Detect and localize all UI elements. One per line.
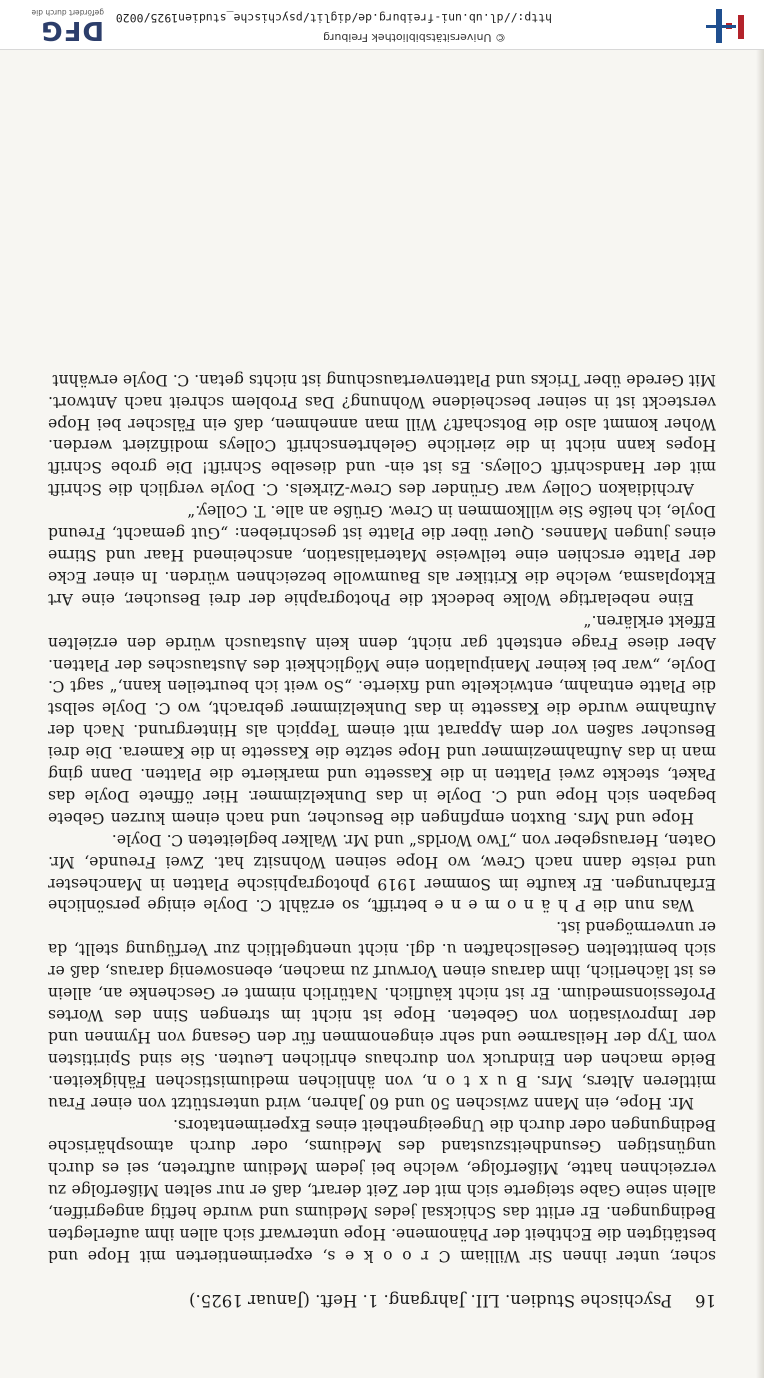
footer-band: [0, 0, 764, 50]
paragraph: scher, unter ihnen Sir William C r o o k e s, experimentierten mit Hope und bestätigten die Echtheit der Phänomene. Hope unterwarf sich allen ihm auferlegten Bedingungen. Er erlitt das Schicksal jedes Mediums und wurde heftig angegriffen, allein seine Gabe steigerte sich mit der Zeit derart, daß er nur selten Mißerfolge zu verzeichnen hatte, Mißerfolge, welche bei jedem Medium auftreten, sei es durch ungünstigen Gesundheitszustand des Mediums, oder durch atmosphärische Bedingungen oder durch die Ungeeignetheit eines Experimentators.: [48, 1115, 716, 1265]
paragraph: Archidiakon Colley war Gründer des Crew-Zirkels. C. Doyle verglich die Schrift mit der Handschrift Colleys. Es ist ein- und dieselbe Schrift! Die grobe Schrift Hopes kann nicht in die zierliche Gelehrtenschrift Colleys modifiziert werden. Woher kommt also die Botschaft? Will man annehmen, daß ein Fälscher bei Hope versteckt ist in seiner bescheidene Wohnung? Das Problem schreit nach Antwort. Mit Gerede über Tricks und Plattenvertauschung ist nichts getan. C. Doyle erwähnt: [48, 370, 716, 499]
page-number: 16: [695, 1291, 716, 1310]
source-url[interactable]: http://dl.ub.uni-freiburg.de/diglit/psychische_studien1925/0020: [115, 11, 552, 25]
paragraph: Hope und Mrs. Buxton empfingen die Besucher, und nach einem kurzen Gebete begaben sich Hope und C. Doyle in das Dunkelzimmer. Hier öffnete Doyle das Paket, steckte zwei Platten in die Kassette und markierte die Platten. Dann ging man in das Aufnahmezimmer und Hope setzte die Kassette in die Kamera. Die drei Besucher saßen vor dem Apparat mit einem Teppich als Hintergrund. Nach der Aufnahme wurde die Kassette in das Dunkelzimmer gebracht, wo C. Doyle selbst die Platte entnahm, entwickelte und fixierte. „So weit ich beurteilen kann,“ sagt C. Doyle, „war bei keiner Manipulation eine Möglichkeit des Austausches der Platten. Aber diese Frage entsteht gar nicht, denn kein Austausch würde den erzielten Effekt erklären.“: [48, 611, 716, 827]
dfg-letters: DFG: [40, 15, 104, 45]
dfg-logo: [4, 3, 104, 43]
page-gutter-shadow: [756, 50, 764, 1378]
paragraph: Eine nebelartige Wolke bedeckt die Photographie der drei Besucher, eine Art Ektoplasma, welche die Kritiker als Baumwolle bezeichnen würden. In einer Ecke der Platte erschien eine teilweise Materialisation, anscheinend Haar und Stirne eines jungen Mannes. Quer über die Platte ist geschrieben: „Gut gemacht, Freund Doyle, ich heiße Sie willkommen in Crew. Grüße an alle. T. Colley.“: [48, 502, 716, 608]
body-text: [48, 368, 716, 1266]
paragraph: Was nun die P h ä n o m e n e betrifft, so erzählt C. Doyle einige persönliche Erfahrungen. Er kaufte im Sommer 1919 photographische Platten in Manchester und reiste dann nach Crew, wo Hope seinen Wohnsitz hat. Zwei Freunde, Mr. Oaten, Herausgeber von „Two Worlds“ und Mr. Walker begleiteten C. Doyle.: [48, 830, 716, 915]
copyright-text: © Universitätsbibliothek Freiburg: [323, 31, 506, 44]
running-title: Psychische Studien. LII. Jahrgang. 1. Heft. (Januar 1925.): [189, 1291, 672, 1310]
dfg-subtitle: gefördert durch die: [31, 8, 104, 17]
paragraph: Mr. Hope, ein Mann zwischen 50 und 60 Jahren, wird unterstützt von einer Frau mittleren Alters, Mrs. B u x t o n, von ähnlichen mediumistischen Fähigkeiten. Beide machen den Eindruck von durchaus ehrlichen Leuten. Sie sind Spiritisten vom Typ der Heilsarmee und sehr eingenommen für den Gesang von Hymnen und der Improvisation von Gebeten. Hope ist nicht im strengen Sinn des Wortes Professionsmedium. Er ist nicht käuflich. Natürlich nimmt er Geschenke an, allein es ist lächerlich, ihm daraus einen Vorwurf zu machen, ebensowenig daraus, daß er sich bemittelten Gesellschaften u. dgl. nicht unentgeltlich zur Verfügung stellt, da er unvermögend ist.: [48, 918, 716, 1112]
ub-freiburg-logo-icon: [702, 9, 746, 43]
